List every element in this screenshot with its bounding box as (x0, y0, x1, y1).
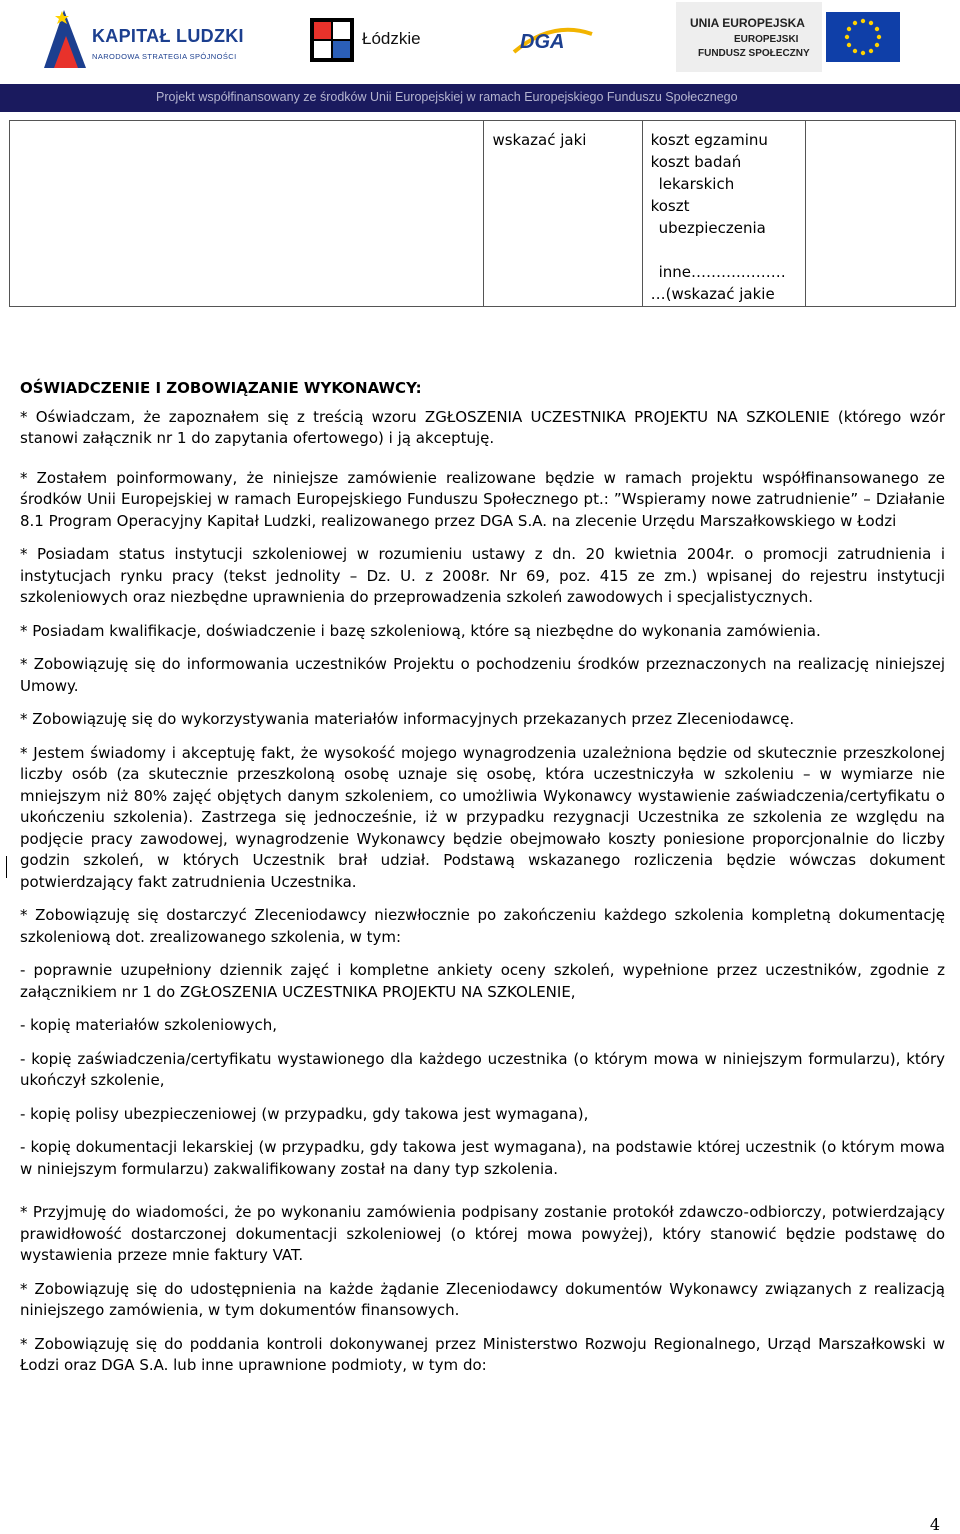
change-bar (6, 856, 7, 878)
option-text: ubezpieczenia (658, 219, 766, 237)
document-header (0, 0, 960, 112)
paragraph: * Zobowiązuję się do wykorzystywania materiałów informacyjnych przekazanych przez Zleceniodawcę. (20, 710, 795, 728)
dga-logo (512, 18, 594, 60)
table-cell-options (642, 121, 806, 307)
section-title: OŚWIADCZENIE I ZOBOWIĄZANIE WYKONAWCY: (20, 379, 422, 397)
table-row (10, 121, 956, 307)
list-item: - kopię zaświadczenia/certyfikatu wystawionego dla każdego uczestnika (o którym mowa w niniejszym formularzu), który ukończył szkolenie, (20, 1049, 945, 1089)
paragraph: * Zobowiązuję się do poddania kontroli dokonywanej przez Ministerstwo Rozwoju Regionalnego, Urząd Marszałkowski w Łodzi oraz DGA S.A. lub inne uprawnione podmioty, w tym do: (20, 1334, 945, 1374)
eu-label-3: FUNDUSZ SPOŁECZNY (698, 48, 810, 59)
paragraph: * Zobowiązuję się do udostępnienia na każde żądanie Zleceniodawcy dokumentów Wykonawcy związanych z realizacją niniejszego zamówienia, w tym dokumentów finansowych. (20, 1279, 945, 1319)
cost-options (651, 129, 806, 305)
paragraph: * Zobowiązuję się do informowania uczestników Projektu o pochodzeniu środków przeznaczonych na realizację niniejszej Umowy. (20, 655, 945, 695)
paragraph: * Jestem świadomy i akceptuję fakt, że wysokość mojego wynagrodzenia uzależniona będzie od skutecznie przeszkolonej liczby osób (za skutecznie przeszkoloną osobę uznaje się osobę, która uczestniczyła w szkoleniu – w wymiarze nie mniejszym niż 80% zajęć objętych danym szkoleniem, co umożliwia Wykonawcy wystawienie zaświadczenia/certyfikatu o ukończeniu szkolenia). Zastrzega się jednocześnie, iż w przypadku rezygnacji Uczestnika ze szkolenia ze względu na podjęcie pracy zawodowej, wynagrodzenie Wykonawcy będzie obejmowało koszty poniesione proporcjonalnie do liczby godzin szkoleń, w których Uczestnik brał udział. Podstawą wskazanego rozliczenia będzie wówczas dokument potwierdzający fakt zatrudnienia Uczestnika. (20, 743, 945, 891)
kapital-ludzki-logo (42, 8, 247, 74)
list-item: - poprawnie uzupełniony dziennik zajęć i kompletne ankiety oceny szkoleń, wypełnione przez uczestników, zgodnie z załącznikiem nr 1 do ZGŁOSZENIA UCZESTNIKA PROJEKTU NA SZKOLENIE, (20, 961, 945, 1001)
lodzkie-emblem-icon (310, 18, 354, 62)
table-cell-empty (10, 121, 484, 307)
list-item: - kopię materiałów szkoleniowych, (20, 1016, 278, 1034)
eu-flag-icon (826, 12, 900, 62)
option-text: koszt egzaminu (650, 131, 768, 149)
list-item: - kopię dokumentacji lekarskiej (w przypadku, gdy takowa jest wymagana), na podstawie której uczestnik (o którym mowa w niniejszym formularzu) zakwalifikowany został na dany typ szkolenia. (20, 1138, 945, 1178)
dga-label: DGA (520, 31, 565, 53)
eu-label-2: EUROPEJSKI (734, 34, 799, 45)
option-text: koszt (650, 197, 690, 215)
paragraph: * Posiadam kwalifikacje, doświadczenie i bazę szkoleniową, które są niezbędne do wykonania zamówienia. (20, 621, 821, 640)
option-text: …(wskazać jakie (650, 285, 775, 303)
paragraph: * Oświadczam, że zapoznałem się z treścią wzoru ZGŁOSZENIA UCZESTNIKA PROJEKTU NA SZKOLENIE (którego wzór stanowi załącznik nr 1 do zapytania ofertowego) i ją akceptuję. (20, 407, 945, 447)
option-text: koszt badań (650, 153, 742, 171)
kapital-ludzki-emblem-icon (42, 8, 92, 74)
eu-text-box (676, 2, 822, 72)
table-cell-label (484, 121, 642, 307)
project-banner (0, 84, 960, 112)
lodzkie-logo (310, 16, 460, 66)
kapital-ludzki-title: KAPITAŁ LUDZKI (92, 26, 244, 46)
page-number: 4 (929, 1515, 940, 1534)
banner-text: Projekt współfinansowany ze środków Unii Europejskiej w ramach Europejskiego Funduszu Społecznego (156, 90, 738, 104)
eu-logo (676, 2, 956, 72)
eu-label-1: UNIA EUROPEJSKA (690, 16, 805, 30)
table-cell-empty (806, 121, 956, 307)
paragraph: * Zobowiązuję się dostarczyć Zleceniodawcy niezwłocznie po zakończeniu każdego szkolenia kompletną dokumentację szkoleniową dot. zrealizowanego szkolenia, w tym: (20, 906, 945, 946)
paragraph: * Przyjmuję do wiadomości, że po wykonaniu zamówienia podpisany zostanie protokół zdawczo-odbiorczy, potwierdzający prawidłowość dostarczonej dokumentacji szkoleniowej (o której mowa powyżej), który stanowić będzie podstawę do wystawienia przeze mnie faktury VAT. (20, 1203, 945, 1264)
paragraph: * Zostałem poinformowany, że niniejsze zamówienie realizowane będzie w ramach projektu współfinansowanego ze środków Unii Europejskiej w ramach Europejskiego Funduszu Społecznego pt.: ”Wspieramy nowe zatrudnienie” – Działanie 8.1 Program Operacyjny Kapitał Ludzki, realizowanego przez DGA S.A. na zlecenie Urzędu Marszałkowskiego w Łodzi (20, 468, 945, 530)
cost-table (9, 120, 956, 307)
dga-logo-icon (512, 18, 594, 60)
option-text: inne……….……… (658, 263, 786, 281)
list-item: - kopię polisy ubezpieczeniowej (w przypadku, gdy takowa jest wymagana), (20, 1104, 589, 1123)
option-text: lekarskich (658, 175, 735, 193)
paragraph: * Posiadam status instytucji szkoleniowej w rozumieniu ustawy z dn. 20 kwietnia 2004r. o promocji zatrudnienia i instytucjach rynku pracy (tekst jednolity – Dz. U. z 2008r. Nr 69, poz. 415 ze zm.) wpisanej do rejestru instytucji szkoleniowych oraz niezbędne uprawnienia do przeprowadzenia szkoleń zawodowych i specjalistycznych. (20, 545, 945, 606)
statement-section (20, 378, 945, 1377)
lodzkie-label: Łódzkie (362, 29, 421, 48)
kapital-ludzki-subtitle: NARODOWA STRATEGIA SPÓJNOŚCI (92, 52, 237, 61)
cell-text: wskazać jaki (492, 131, 587, 149)
